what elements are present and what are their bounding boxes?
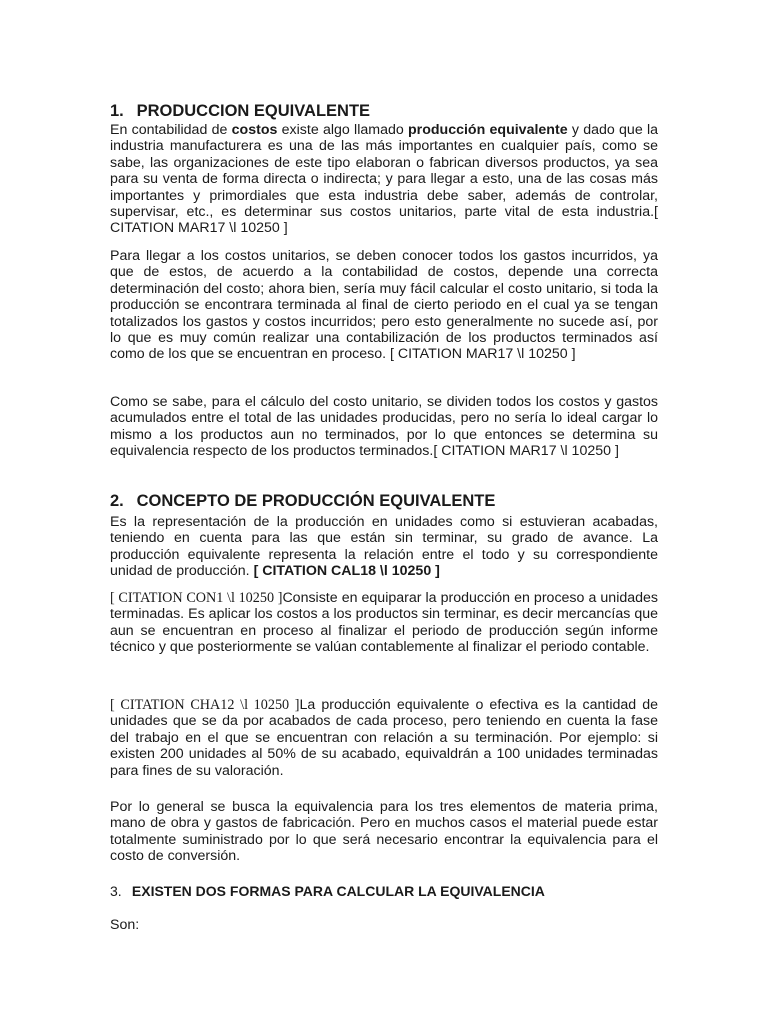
- heading-section-1: [110, 100, 370, 122]
- text: y dado que la industria manufacturera es una de las más importantes en cualquier país, como se sabe, las organizaciones de este tipo elaboran o fabrican diversos productos, ya sea para su venta de forma directa o indirecta; y para llegar a esto, una de las cosas más importantes y primordiales que esta industria debe saber, además de controlar, supervisar, etc., es determinar sus costos unitarios, parte vital de esta industria.[ CITATION MAR17 \l 10250 ]: [110, 122, 659, 237]
- citation-cal18: [ CITATION CAL18 \l 10250 ]: [253, 563, 440, 580]
- paragraph-5: [110, 590, 658, 656]
- heading-section-2: [110, 490, 495, 512]
- bold-term-costos: costos: [231, 122, 278, 138]
- heading-number: 3.: [110, 883, 122, 899]
- text: La producción equivalente o efectiva es la cantidad de unidades que se da por acabados de cada proceso, pero teniendo en cuenta la fase del trabajo en el que se encuentran con relación a su terminación. Por ejemplo: si existen 200 unidades al 50% de su acabado, equivaldrán a 100 unidades terminadas para fines de su valoración.: [110, 697, 659, 779]
- text: Es la representación de la producción en unidades como si estuvieran acabadas, teniendo en cuenta para las que están sin terminar, su grado de avance. La producción equivalente representa la relación entre el todo y su correspondiente unidad de producción.: [110, 514, 658, 580]
- heading-number: 1.: [110, 102, 124, 120]
- heading-title: PRODUCCION EQUIVALENTE: [136, 102, 371, 120]
- paragraph-2: Para llegar a los costos unitarios, se deben conocer todos los gastos incurridos, ya que de estos, de acuerdo a la contabilidad de costos, depende una correcta determinación del costo; ahora bien, sería muy fácil calcular el costo unitario, si toda la producción se encontrara terminada al final de cierto periodo en el cual ya se tengan totalizados los gastos y costos incurridos; pero esto generalmente no sucede así, por lo que es muy común realizar una contabilización de los productos terminados así como de los que se encuentran en proceso. [ CITATION MAR17 \l 10250 ]: [110, 248, 658, 363]
- text: Consiste en equiparar la producción en proceso a unidades terminadas. Es aplicar los costos a los productos sin terminar, es decir mercancías que aun se encuentran en proceso al finalizar el periodo de producción según informe técnico y que posteriormente se valúan contablemente al finalizar el periodo contable.: [110, 590, 658, 656]
- text: En contabilidad de: [110, 122, 232, 138]
- heading-section-3: [110, 881, 545, 901]
- paragraph-7: Por lo general se busca la equivalencia para los tres elementos de materia prima, mano de obra y gastos de fabricación. Pero en muchos casos el material puede estar totalmente suministrado por lo que será necesario encontrar la equivalencia para el costo de conversión.: [110, 799, 658, 865]
- citation-cha12: [ CITATION CHA12 \l 10250 ]: [110, 697, 300, 713]
- heading-number: 2.: [110, 492, 124, 510]
- heading-title: EXISTEN DOS FORMAS PARA CALCULAR LA EQUIVALENCIA: [131, 883, 545, 899]
- heading-title: CONCEPTO DE PRODUCCIÓN EQUIVALENTE: [136, 492, 496, 510]
- citation-con1: [ CITATION CON1 \l 10250 ]: [110, 590, 283, 606]
- text: existe algo llamado: [277, 122, 409, 138]
- paragraph-3: Como se sabe, para el cálculo del costo unitario, se dividen todos los costos y gastos acumulados entre el total de las unidades producidas, pero no sería lo ideal cargar lo mismo a los productos aun no terminados, por lo que entonces se determina su equivalencia respecto de los productos terminados.[ CITATION MAR17 \l 10250 ]: [110, 394, 658, 460]
- paragraph-4: [110, 514, 658, 580]
- paragraph-6: [110, 697, 658, 779]
- paragraph-8: Son:: [110, 917, 140, 933]
- bold-term-produccion-equivalente: producción equivalente: [408, 122, 568, 138]
- paragraph-1: [110, 122, 658, 237]
